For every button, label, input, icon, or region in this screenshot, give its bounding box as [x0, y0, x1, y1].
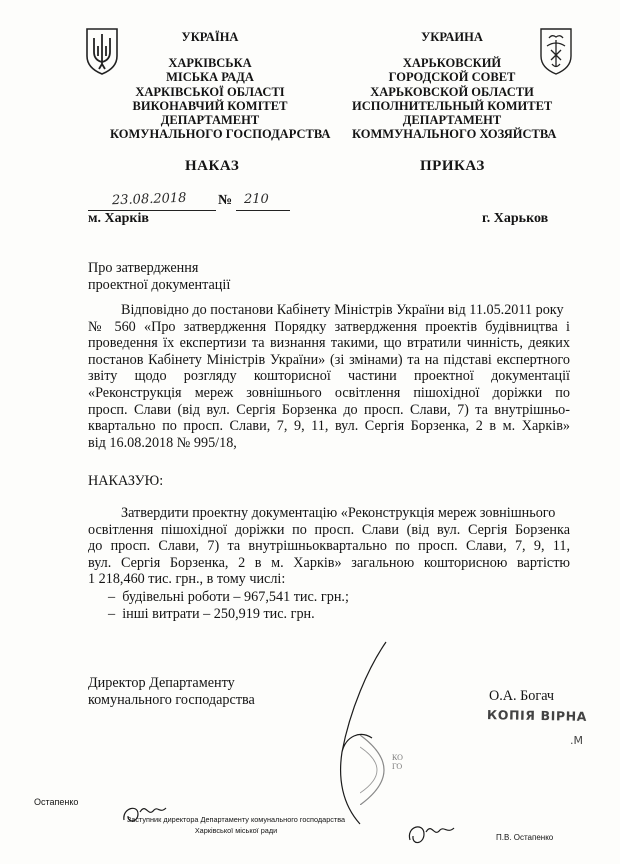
header-line: ГОРОДСКОЙ СОВЕТ [388, 70, 516, 85]
certifier-signature-icon [404, 818, 456, 850]
number-sign: № [218, 193, 233, 208]
header-line: МІСЬКА РАДА [166, 70, 254, 85]
header-line: ВИКОНАВЧИЙ КОМІТЕТ [132, 98, 288, 113]
subject-line: проектної документації [88, 276, 231, 293]
approval-line: 1 218,460 тис. грн., в тому числі: [88, 571, 286, 588]
preamble-line: Відповідно до постанови Кабінету Міністрів України від 11.05.2011 року [121, 302, 564, 318]
executor-name: Остапенко [34, 797, 79, 807]
position-line: Директор Департаменту [88, 675, 235, 691]
list-item [108, 606, 349, 623]
list-item-text: будівельні роботи – 967,541 тис. грн.; [122, 589, 349, 605]
city-ua: м. Харків [88, 211, 149, 226]
preamble-line: постанов Кабінету Міністрів України» (зі змінами) та на підставі експертного [88, 351, 570, 368]
approval-paragraph [88, 505, 570, 588]
order-title-ua: НАКАЗ [185, 158, 240, 174]
header-country-ua: УКРАЇНА [181, 30, 239, 44]
signatory-position [88, 675, 255, 708]
preamble-line: звіту щодо розгляду кошторисної частини проектної документації [88, 368, 570, 385]
cost-items-list [108, 589, 349, 622]
header-line: ХАРЬКОВСКОЙ ОБЛАСТИ [370, 84, 534, 99]
list-item [108, 589, 349, 606]
subject-block [88, 260, 230, 293]
order-title-ru: ПРИКАЗ [420, 158, 485, 174]
preamble-line: просп. Слави (від вул. Сергія Борзенка до просп. Слави, 7) та внутрішньо- [88, 401, 570, 418]
approval-line: Затвердити проектну документацію «Реконструкція мереж зовнішнього [121, 505, 556, 521]
header-line: ДЕПАРТАМЕНТ [160, 113, 260, 128]
number-field [236, 192, 290, 211]
copy-verified-stamp: КОПІЯ ВІРНА [486, 707, 588, 724]
preamble-line: квартально по просп. Слави, 7, 9, 11, вул. Сергія Борзенка, 2 в м. Харків» [88, 418, 570, 435]
header-line: КОММУНАЛЬНОГО ХОЗЯЙСТВА [352, 127, 557, 142]
preamble-paragraph [88, 302, 570, 451]
header-left-block [110, 30, 331, 142]
approval-line: до просп. Слави, 7) та внутрішньоквартально по просп. Слави, 7, 9, 11, [88, 538, 570, 555]
header-line: ДЕПАРТАМЕНТ [402, 113, 502, 128]
header-right-block [352, 30, 557, 142]
position-line: комунального господарства [88, 691, 255, 708]
header-country-ru: УКРАИНА [421, 30, 483, 44]
dash-bullet: – [108, 589, 123, 605]
directive: НАКАЗУЮ: [88, 473, 164, 489]
certifier-org: Харківської міської ради [194, 826, 278, 835]
city-ru: г. Харьков [482, 211, 549, 226]
header-line: ХАРЬКОВСКИЙ [402, 56, 502, 71]
subject-line: Про затвердження [88, 260, 199, 276]
approval-line: вул. Сергія Борзенка, 2 в м. Харків» загальною кошторисною вартістю [88, 554, 570, 571]
preamble-line: «Реконструкція мереж зовнішнього освітлення пішохідної доріжки по [88, 384, 570, 401]
signatory-name: О.А. Богач [489, 688, 555, 704]
header-line: ИСПОЛНИТЕЛЬНЫЙ КОМИТЕТ [352, 98, 553, 113]
list-item-text: інші витрати – 250,919 тис. грн. [122, 605, 315, 622]
certifier-block [116, 814, 356, 836]
number-value: 210 [244, 192, 269, 207]
preamble-line: проведення їх експертизи та визнання такими, що втратили чинність, деяких [88, 335, 570, 352]
stamp-fragment: КО ГО [392, 753, 403, 771]
dash-bullet: – [108, 605, 123, 622]
preamble-line: № 560 «Про затвердження Порядку затвердження проектів будівництва і [88, 318, 570, 335]
date-value: 23.08.2018 [111, 190, 187, 209]
date-field [88, 190, 216, 211]
preamble-line: від 16.08.2018 № 995/18, [88, 434, 237, 451]
header-line: ХАРКІВСЬКА [168, 56, 252, 71]
approval-line: освітлення пішохідної доріжки по просп. Слави (від вул. Сергія Борзенка [88, 521, 570, 538]
certifier-title: Заступник директора Департаменту комунального господарства [126, 815, 346, 824]
header-line: ХАРКІВСЬКОЇ ОБЛАСТІ [135, 84, 285, 99]
header-line: КОМУНАЛЬНОГО ГОСПОДАРСТВА [110, 127, 331, 142]
stamp-fragment-m: .М [570, 734, 583, 747]
certifier-name: П.В. Остапенко [496, 833, 554, 842]
